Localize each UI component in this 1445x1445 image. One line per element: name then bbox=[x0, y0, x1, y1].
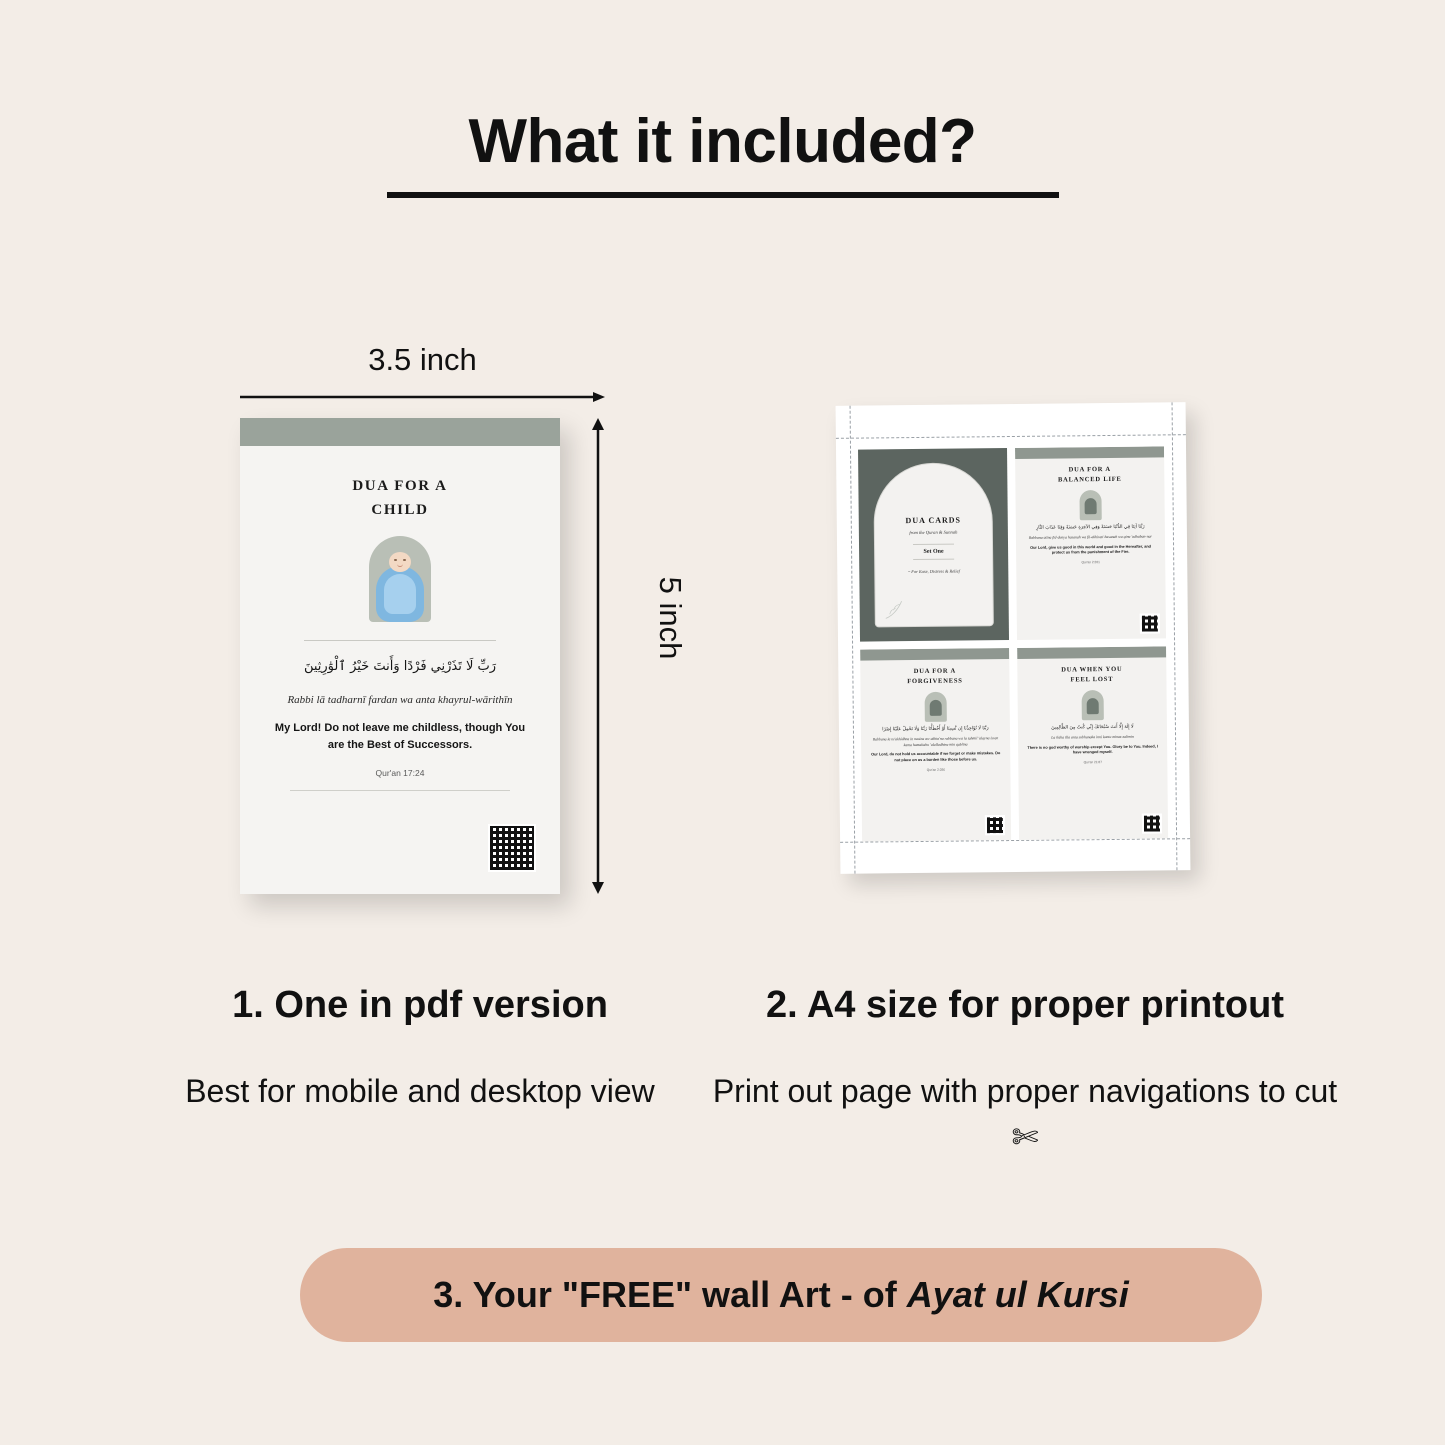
moon-illustration bbox=[924, 691, 946, 721]
scales-illustration bbox=[1079, 490, 1101, 520]
qr-code-icon[interactable] bbox=[1142, 813, 1162, 833]
cover-arch-frame bbox=[874, 463, 994, 627]
mini-title-line1: DUA FOR A bbox=[1068, 465, 1111, 474]
feature-a4-body: Print out page with proper navigations to cut ✄ bbox=[712, 1072, 1338, 1155]
mini-transliteration: Rabbana la tu'akhidhna in nasina aw akhta'na rabbana wa la tahmil 'alayna isran kama hamaltahu 'alalladhina min qablina bbox=[872, 736, 999, 747]
mini-title-line1: DUA FOR A bbox=[913, 667, 956, 676]
baby-eye-right bbox=[403, 559, 406, 561]
pdf-card-preview[interactable] bbox=[240, 418, 560, 894]
card-arabic-text: رَبِّ لَا تَذَرْنِي فَرْدًا وَأَنتَ خَيْرُ ٱلْوَٰرِثِينَ bbox=[303, 659, 497, 674]
mini-reference: Qur'an 2:201 bbox=[1081, 559, 1100, 565]
feature-a4 bbox=[700, 982, 1350, 1160]
mini-translation: Our Lord, give us good in this world and good in the Hereafter, and protect us from the punishment of the Fire. bbox=[1030, 544, 1152, 555]
qr-code-icon[interactable] bbox=[488, 824, 536, 872]
crop-guide-right bbox=[1172, 402, 1178, 870]
mini-title-line1: DUA WHEN YOU bbox=[1061, 665, 1123, 674]
title-underline bbox=[387, 192, 1059, 198]
free-wall-art-banner bbox=[300, 1248, 1262, 1342]
mini-reference: Qur'an 2:286 bbox=[926, 767, 946, 772]
feature-pdf bbox=[130, 982, 710, 1114]
feature-a4-heading: 2. A4 size for proper printout bbox=[766, 984, 1284, 1026]
feature-pdf-body: Best for mobile and desktop view bbox=[185, 1072, 655, 1109]
card-title-line2: CHILD bbox=[371, 502, 429, 518]
card-divider-top bbox=[304, 640, 497, 641]
qr-code-icon[interactable] bbox=[985, 815, 1005, 835]
lantern-illustration bbox=[1081, 690, 1103, 720]
cover-subtitle: from the Quran & Sunnah bbox=[909, 529, 958, 536]
mini-title-line2: BALANCED LIFE bbox=[1057, 475, 1122, 484]
width-dimension-label: 3.5 inch bbox=[368, 342, 477, 377]
mini-arabic: رَبَّنَا آتِنَا فِي الدُّنْيَا حَسَنَةً وَفِي الآخِرَةِ حَسَنَةً وَقِنَا عَذَابَ النَّارِ bbox=[1036, 524, 1145, 531]
baby-head-icon bbox=[389, 552, 411, 572]
qr-code-icon[interactable] bbox=[1140, 613, 1160, 633]
cover-title: DUA CARDS bbox=[905, 515, 962, 526]
card-title-line1: DUA FOR A bbox=[352, 478, 448, 494]
mini-card-cover[interactable] bbox=[858, 448, 1009, 642]
mini-title-line2: FEEL LOST bbox=[1070, 675, 1114, 684]
card-top-bar bbox=[240, 418, 560, 446]
mini-translation: There is no god worthy of worship except You. Glory be to You. Indeed, I have wronged myself. bbox=[1027, 744, 1158, 755]
crop-guide-left bbox=[850, 406, 856, 874]
a4-sheet-preview[interactable] bbox=[836, 402, 1191, 874]
page-title: What it included? bbox=[468, 107, 977, 176]
feature-pdf-heading: 1. One in pdf version bbox=[232, 984, 608, 1026]
cover-note: ~ For Ease, Distress & Relief bbox=[907, 568, 960, 575]
mini-card-forgiveness[interactable] bbox=[860, 648, 1011, 842]
height-dimension-label: 5 inch bbox=[653, 576, 688, 660]
mini-card-balanced-life[interactable] bbox=[1015, 446, 1166, 640]
mini-translation: Our Lord, do not hold us accountable if we forget or make mistakes. Do not place on us a burden like those before us. bbox=[871, 751, 1001, 763]
mini-transliteration: La ilaha illa anta subhanaka inni kuntu minaz-zalimin bbox=[1051, 734, 1134, 740]
mini-reference: Qur'an 21:87 bbox=[1083, 759, 1102, 765]
mini-arabic: رَبَّنَا لَا تُؤَاخِذْنَا إِن نَّسِينَا أَوْ أَخْطَأْنَا رَبَّنَا وَلَا تَحْمِلْ عَلَيْنَا إِصْرًا bbox=[882, 725, 989, 732]
cover-set-label: Set One bbox=[913, 544, 953, 560]
card-translation: My Lord! Do not leave me childless, though You are the Best of Successors. bbox=[274, 721, 526, 751]
mini-arabic: لَا إِلَهَ إِلَّا أَنتَ سُبْحَانَكَ إِنِّي كُنتُ مِنَ الظَّالِمِينَ bbox=[1051, 724, 1134, 731]
mini-title-line2: FORGIVENESS bbox=[907, 677, 963, 685]
free-wall-art-italic: Ayat ul Kursi bbox=[906, 1274, 1129, 1315]
card-transliteration: Rabbi lā tadharnī fardan wa anta khayrul-wārithīn bbox=[287, 693, 513, 706]
baby-mouth bbox=[397, 564, 403, 567]
height-dimension-arrow bbox=[592, 418, 604, 894]
width-dimension-arrow bbox=[240, 392, 605, 402]
free-wall-art-prefix: 3. Your "FREE" wall Art - of bbox=[433, 1274, 907, 1315]
card-reference: Qur'an 17:24 bbox=[375, 767, 425, 778]
page-header bbox=[0, 108, 1445, 198]
card-divider-bottom bbox=[290, 790, 510, 791]
mini-transliteration: Rabbana atina fid-dunya hasanah wa fil-akhirati hasanah wa qina 'adhaban-nar bbox=[1028, 534, 1152, 540]
sheet-card-grid bbox=[858, 446, 1168, 841]
mini-card-feel-lost[interactable] bbox=[1017, 646, 1168, 840]
swaddle-blanket bbox=[376, 566, 424, 622]
baby-illustration bbox=[369, 536, 431, 622]
free-wall-art-text bbox=[433, 1274, 1129, 1316]
leaf-icon bbox=[884, 598, 908, 620]
crop-guide-top bbox=[836, 434, 1186, 439]
baby-eye-left bbox=[394, 559, 397, 561]
